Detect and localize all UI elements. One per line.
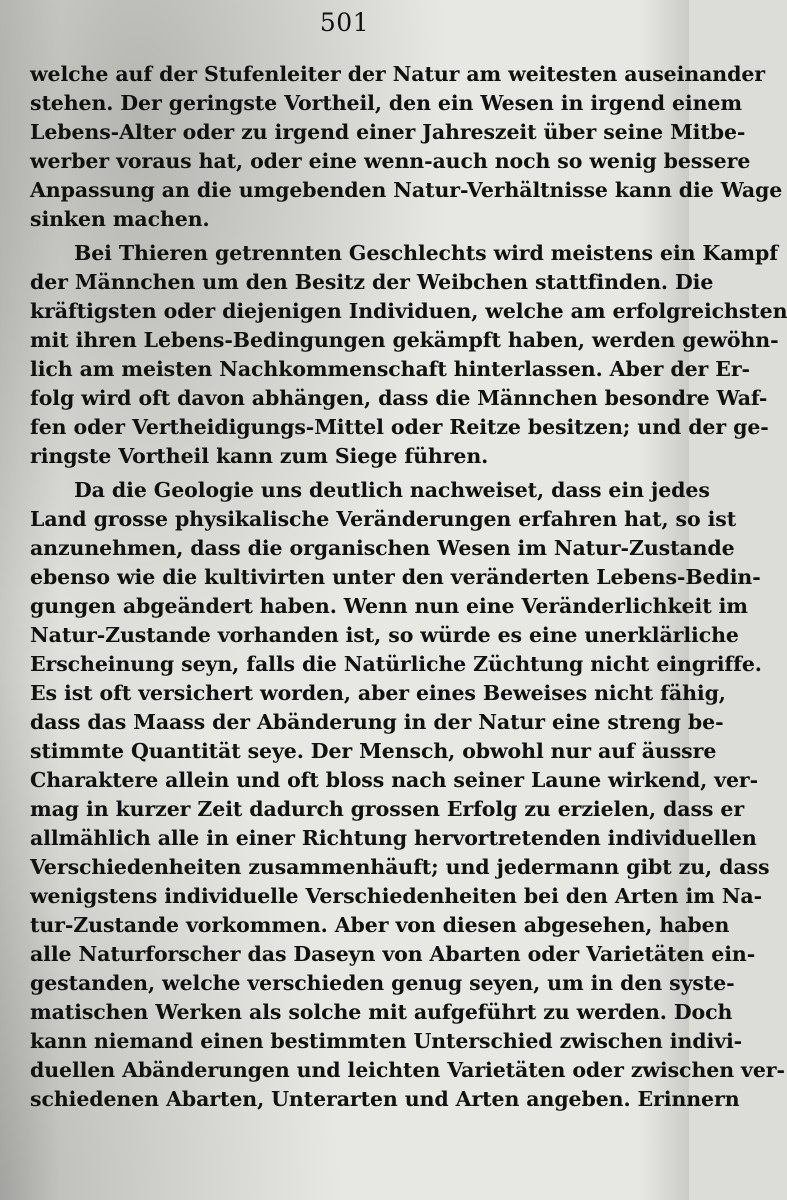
text-line: allmählich alle in einer Richtung hervortretenden individuellen	[30, 826, 757, 850]
text-line: dass das Maass der Abänderung in der Natur eine streng be-	[30, 710, 724, 734]
text-line: gungen abgeändert haben. Wenn nun eine Veränderlichkeit im	[30, 594, 748, 618]
text-line: Erscheinung seyn, falls die Natürliche Züchtung nicht eingriffe.	[30, 652, 762, 676]
text-line: kann niemand einen bestimmten Unterschied zwischen indivi-	[30, 1029, 743, 1053]
text-line: anzunehmen, dass die organischen Wesen im Natur-Zustande	[30, 536, 735, 560]
text-line: sinken machen.	[30, 207, 210, 231]
text-line: folg wird oft davon abhängen, dass die Männchen besondre Waf-	[30, 386, 768, 410]
text-line: werber voraus hat, oder eine wenn-auch noch so wenig bessere	[30, 149, 751, 173]
text-line: stimmte Quantität seye. Der Mensch, obwohl nur auf äussre	[30, 739, 717, 763]
text-line: alle Naturforscher das Daseyn von Abarten oder Varietäten ein-	[30, 942, 756, 966]
text-line: Anpassung an die umgebenden Natur-Verhältnisse kann die Wage	[30, 178, 783, 202]
paragraph-3	[30, 476, 785, 1114]
body-text	[30, 60, 787, 1114]
text-line: Bei Thieren getrennten Geschlechts wird meistens ein Kampf	[74, 241, 778, 265]
text-line: Charaktere allein und oft bloss nach seiner Laune wirkend, ver-	[30, 768, 759, 792]
text-line: ringste Vortheil kann zum Siege führen.	[30, 444, 489, 468]
text-line: kräftigsten oder diejenigen Individuen, welche am erfolgreichsten	[30, 299, 787, 323]
paragraph-2	[30, 239, 787, 471]
text-line: welche auf der Stufenleiter der Natur am weitesten auseinander	[30, 62, 765, 86]
text-line: matischen Werken als solche mit aufgeführt zu werden. Doch	[30, 1000, 733, 1024]
text-line: der Männchen um den Besitz der Weibchen stattfinden. Die	[30, 270, 714, 294]
text-line: Natur-Zustande vorhanden ist, so würde es eine unerklärliche	[30, 623, 739, 647]
text-line: mit ihren Lebens-Bedingungen gekämpft haben, werden gewöhn-	[30, 328, 779, 352]
text-line: wenigstens individuelle Verschiedenheiten bei den Arten im Na-	[30, 884, 763, 908]
text-line: Da die Geologie uns deutlich nachweiset, dass ein jedes	[74, 478, 710, 502]
text-line: schiedenen Abarten, Unterarten und Arten angeben. Erinnern	[30, 1087, 740, 1111]
page-number: 501	[319, 8, 370, 37]
text-line: Es ist oft versichert worden, aber eines Beweises nicht fähig,	[30, 681, 726, 705]
text-line: stehen. Der geringste Vortheil, den ein Wesen in irgend einem	[30, 91, 742, 115]
text-line: mag in kurzer Zeit dadurch grossen Erfolg zu erzielen, dass er	[30, 797, 745, 821]
text-line: fen oder Vertheidigungs-Mittel oder Reitze besitzen; und der ge-	[30, 415, 769, 439]
text-line: Lebens-Alter oder zu irgend einer Jahreszeit über seine Mitbe-	[30, 120, 746, 144]
text-line: tur-Zustande vorkommen. Aber von diesen abgesehen, haben	[30, 913, 730, 937]
text-line: gestanden, welche verschieden genug seyen, um in den syste-	[30, 971, 735, 995]
text-line: lich am meisten Nachkommenschaft hinterlassen. Aber der Er-	[30, 357, 750, 381]
paragraph-1	[30, 60, 783, 234]
text-line: ebenso wie die kultivirten unter den veränderten Lebens-Bedin-	[30, 565, 761, 589]
text-line: Land grosse physikalische Veränderungen erfahren hat, so ist	[30, 507, 737, 531]
text-line: duellen Abänderungen und leichten Varietäten oder zwischen ver-	[30, 1058, 785, 1082]
text-line: Verschiedenheiten zusammenhäuft; und jedermann gibt zu, dass	[30, 855, 770, 879]
